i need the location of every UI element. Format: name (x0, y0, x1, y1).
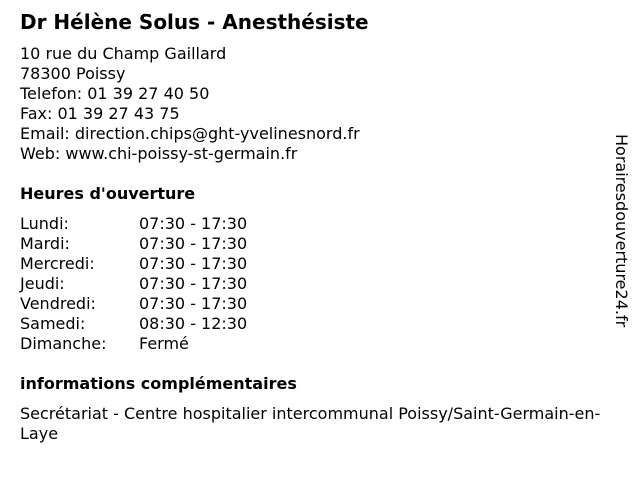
hours-time: 07:30 - 17:30 (139, 274, 248, 293)
info-text: Secrétariat - Centre hospitalier intercommunal Poissy/Saint-Germain-en-Laye (20, 404, 601, 443)
website-address: Web: www.chi-poissy-st-germain.fr (20, 144, 298, 163)
hours-time: 07:30 - 17:30 (139, 214, 248, 233)
contact-block (20, 44, 360, 164)
address-street: 10 rue du Champ Gaillard (20, 44, 227, 63)
hours-day: Lundi: (20, 214, 69, 233)
address-city: 78300 Poissy (20, 64, 126, 83)
hours-day: Mercredi: (20, 254, 95, 273)
page-title: Dr Hélène Solus - Anesthésiste (20, 10, 369, 34)
email-address: Email: direction.chips@ght-yvelinesnord.fr (20, 124, 360, 143)
info-heading: informations complémentaires (20, 374, 297, 393)
hours-time: Fermé (139, 334, 189, 353)
hours-time: 07:30 - 17:30 (139, 294, 248, 313)
hours-day: Samedi: (20, 314, 86, 333)
hours-time: 08:30 - 12:30 (139, 314, 248, 333)
hours-time: 07:30 - 17:30 (139, 254, 248, 273)
phone-number: Telefon: 01 39 27 40 50 (20, 84, 210, 103)
hours-day: Mardi: (20, 234, 70, 253)
hours-day: Jeudi: (20, 274, 65, 293)
hours-heading: Heures d'ouverture (20, 184, 196, 203)
hours-time: 07:30 - 17:30 (139, 234, 248, 253)
hours-day: Dimanche: (20, 334, 107, 353)
fax-number: Fax: 01 39 27 43 75 (20, 104, 180, 123)
hours-day: Vendredi: (20, 294, 96, 313)
watermark: Horairesdouverture24.fr (612, 134, 631, 328)
